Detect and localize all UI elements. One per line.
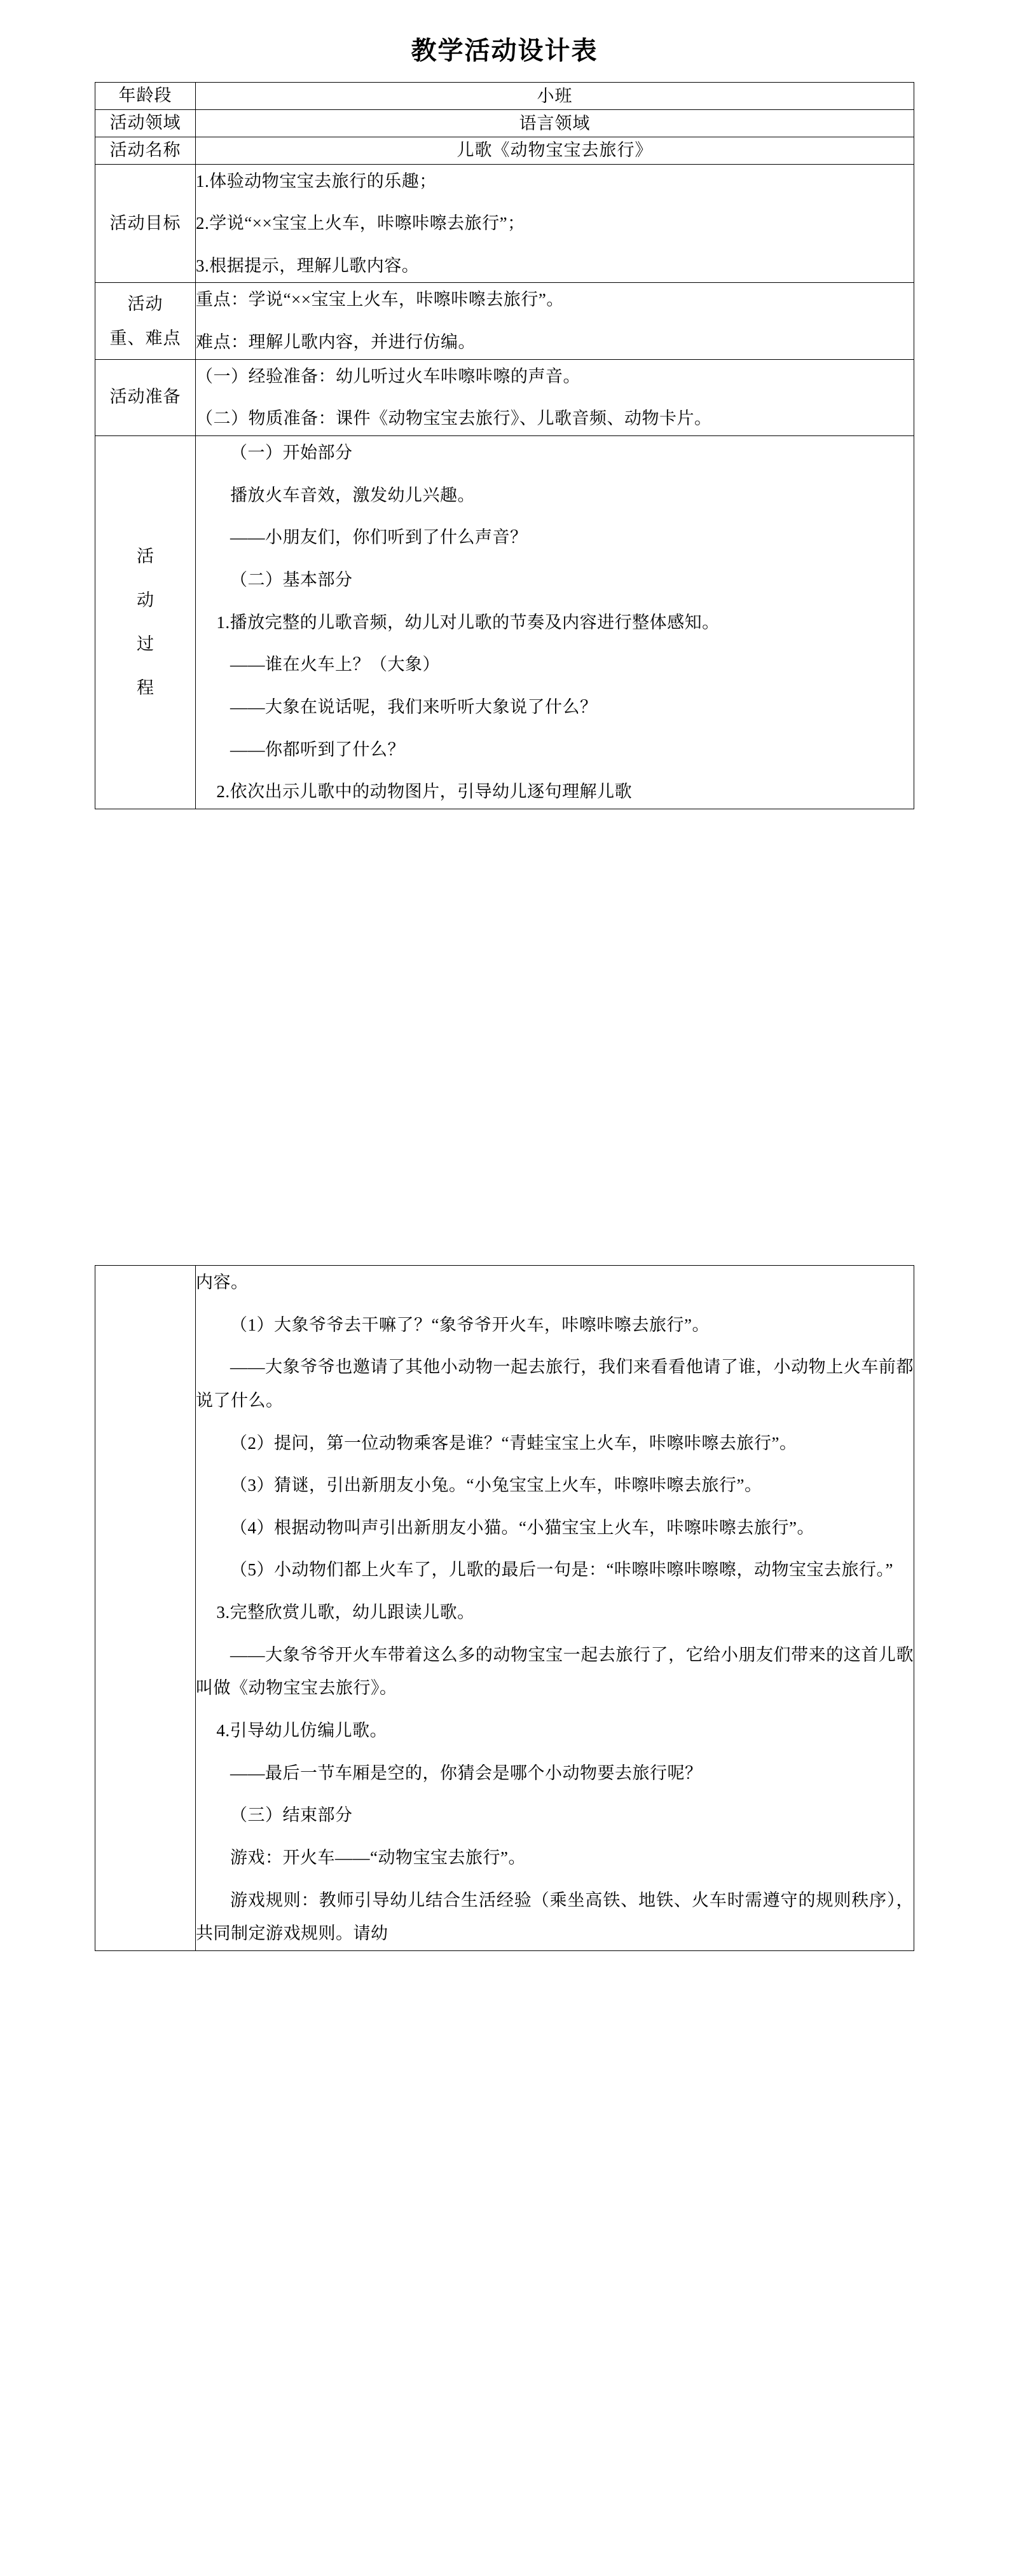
- process-item: 游戏：开火车——“动物宝宝去旅行”。: [230, 1847, 526, 1867]
- objective-item: 1.体验动物宝宝去旅行的乐趣；: [196, 171, 437, 191]
- document-page-2: [0, 1265, 1009, 2576]
- preparation-item: （一）经验准备：幼儿听过火车咔嚓咔嚓的声音。: [196, 366, 580, 386]
- key-points-label-line1: 活动: [127, 294, 163, 314]
- row-label-preparation: 活动准备: [95, 359, 196, 435]
- objective-item: 3.根据提示，理解儿歌内容。: [196, 256, 420, 275]
- process-item: （三）结束部分: [230, 1805, 353, 1825]
- row-value-field: 语言领域: [196, 109, 914, 137]
- row-label-process: [95, 436, 196, 809]
- table-row-name: [95, 137, 914, 164]
- row-label-objectives: 活动目标: [95, 164, 196, 283]
- process-item: 播放火车音效，激发幼儿兴趣。: [230, 485, 475, 505]
- process-item: 1.播放完整的儿歌音频，幼儿对儿歌的节奏及内容进行整体感知。: [216, 612, 720, 632]
- activity-design-table-page1: [95, 82, 914, 809]
- process-item: （4）根据动物叫声引出新朋友小猫。“小猫宝宝上火车，咔嚓咔嚓去旅行”。: [230, 1518, 814, 1537]
- process-label-char: 程: [137, 678, 154, 697]
- row-label-age-group: 年龄段: [95, 83, 196, 110]
- document-page-1: [0, 0, 1009, 1265]
- process-item: ——最后一节车厢是空的，你猜会是哪个小动物要去旅行呢？: [230, 1763, 703, 1783]
- activity-design-table-page2: [95, 1265, 914, 1951]
- process-item: ——大象爷爷开火车带着这么多的动物宝宝一起去旅行了，它给小朋友们带来的这首儿歌叫做《动物宝宝去旅行》。: [196, 1645, 914, 1698]
- row-value-key-points: [196, 283, 914, 359]
- row-value-age-group: 小班: [196, 83, 914, 110]
- process-item: （5）小动物们都上火车了，儿歌的最后一句是：“咔嚓咔嚓咔嚓嚓，动物宝宝去旅行。”: [230, 1560, 893, 1580]
- process-item: 4.引导幼儿仿编儿歌。: [216, 1721, 388, 1741]
- process-item: （一）开始部分: [230, 443, 353, 463]
- row-value-process-page2: [196, 1266, 914, 1951]
- process-item: 3.完整欣赏儿歌，幼儿跟读儿歌。: [216, 1603, 475, 1622]
- table-row-objectives: [95, 164, 914, 283]
- row-value-preparation: [196, 359, 914, 435]
- page-title: 教学活动设计表: [411, 37, 598, 65]
- row-label-field: 活动领域: [95, 109, 196, 137]
- table-row-preparation: [95, 359, 914, 435]
- table-row-field: [95, 109, 914, 137]
- objective-item: 2.学说“××宝宝上火车，咔嚓咔嚓去旅行”；: [196, 214, 525, 233]
- table-row-age-group: [95, 83, 914, 110]
- row-label-activity-name: 活动名称: [95, 137, 196, 164]
- key-point-item: 重点：学说“××宝宝上火车，咔嚓咔嚓去旅行”。: [196, 290, 564, 310]
- process-item: ——大象爷爷也邀请了其他小动物一起去旅行，我们来看看他请了谁，小动物上火车前都说了什么。: [196, 1357, 914, 1410]
- row-value-activity-name: 儿歌《动物宝宝去旅行》: [196, 137, 914, 164]
- process-item: ——你都听到了什么？: [230, 739, 405, 759]
- process-item: （3）猜谜，引出新朋友小兔。“小兔宝宝上火车，咔嚓咔嚓去旅行”。: [230, 1476, 762, 1495]
- preparation-item: （二）物质准备：课件《动物宝宝去旅行》、儿歌音频、动物卡片。: [196, 409, 712, 428]
- process-item: （1）大象爷爷去干嘛了？“象爷爷开火车，咔嚓咔嚓去旅行”。: [230, 1315, 710, 1334]
- key-point-item: 难点：理解儿歌内容，并进行仿编。: [196, 332, 476, 352]
- table-row-process-page2: [95, 1266, 914, 1951]
- process-label-char: 活: [137, 547, 154, 566]
- process-label-char: 过: [137, 634, 154, 654]
- table-row-key-points: [95, 283, 914, 359]
- key-points-label-line2: 重、难点: [109, 329, 181, 348]
- process-item: ——小朋友们，你们听到了什么声音？: [230, 528, 528, 547]
- process-item: ——大象在说话呢，我们来听听大象说了什么？: [230, 697, 598, 716]
- process-label-char: 动: [137, 591, 154, 610]
- table-row-process-page1: [95, 436, 914, 809]
- row-label-process-continued: [95, 1266, 196, 1951]
- process-item: 2.依次出示儿歌中的动物图片，引导幼儿逐句理解儿歌: [216, 782, 633, 802]
- process-item: 内容。: [196, 1273, 249, 1292]
- process-item: ——谁在火车上？（大象）: [230, 655, 440, 675]
- row-value-process-page1: [196, 436, 914, 809]
- row-value-objectives: [196, 164, 914, 283]
- row-label-key-points: [95, 283, 196, 359]
- process-item: （2）提问，第一位动物乘客是谁？“青蛙宝宝上火车，咔嚓咔嚓去旅行”。: [230, 1433, 797, 1453]
- process-item: （二）基本部分: [230, 570, 353, 589]
- process-item: 游戏规则：教师引导幼儿结合生活经验（乘坐高铁、地铁、火车时需遵守的规则秩序），共同制定游戏规则。请幼: [196, 1890, 914, 1943]
